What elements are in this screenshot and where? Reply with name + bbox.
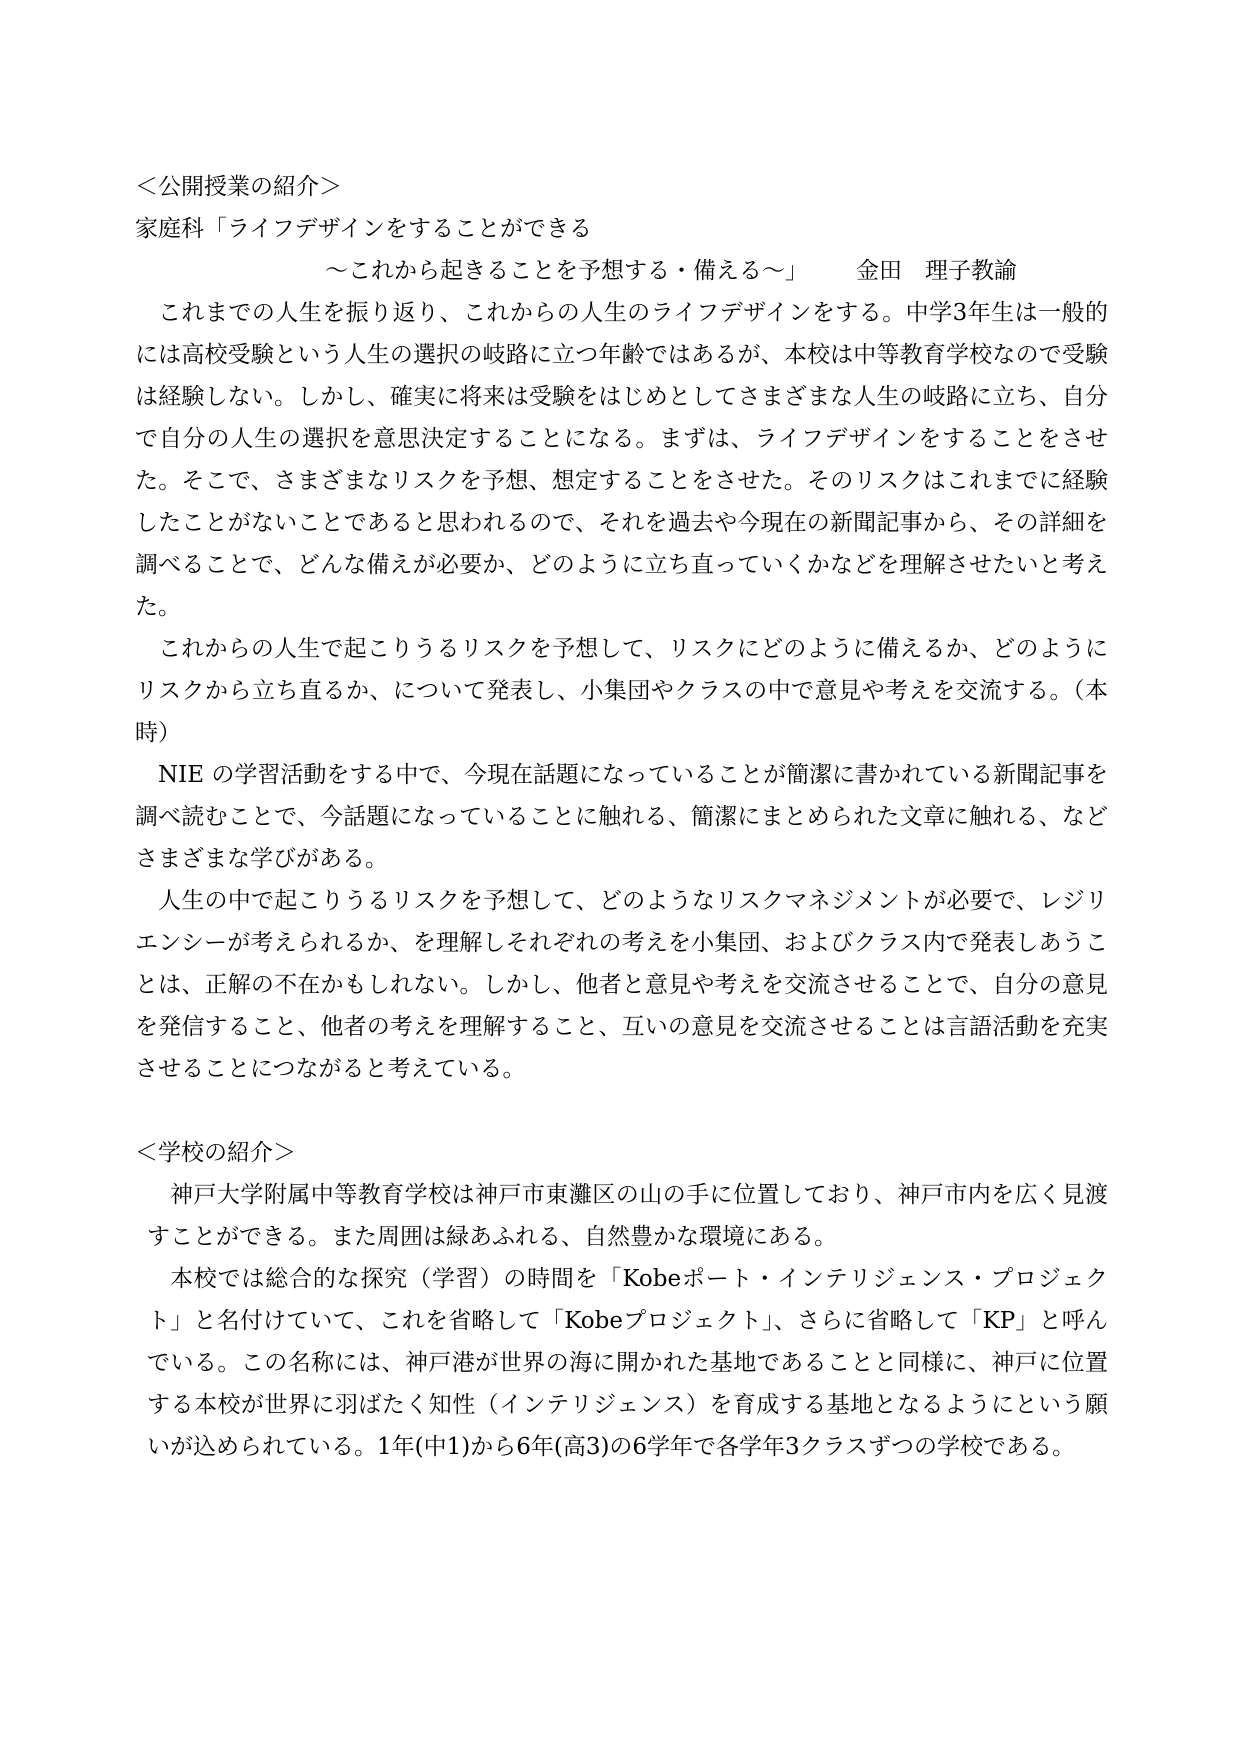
open-lesson-section: [135, 166, 1108, 1090]
body-paragraph: NIE の学習活動をする中で、今現在話題になっていることが簡潔に書かれている新聞記事を調べ読むことで、今話題になっていることに触れる、簡潔にまとめられた文章に触れる、などさまざまな学びがある。: [135, 762, 1108, 872]
body-paragraph: これからの人生で起こりうるリスクを予想して、リスクにどのように備えるか、どのようにリスクから立ち直るか、について発表し、小集団やクラスの中で意見や考えを交流する。（本時）: [135, 636, 1108, 746]
body-paragraph: これまでの人生を振り返り、これからの人生のライフデザインをする。中学3年生は一般的には高校受験という人生の選択の岐路に立つ年齢ではあるが、本校は中等教育学校なので受験は経験しない。しかし、確実に将来は受験をはじめとしてさまざまな人生の岐路に立ち、自分で自分の人生の選択を意思決定することになる。まずは、ライフデザインをすることをさせた。そこで、さまざまなリスクを予想、想定することをさせた。そのリスクはこれまでに経験したことがないことであると思われるので、それを過去や今現在の新聞記事から、その詳細を調べることで、どんな備えが必要か、どのように立ち直っていくかなどを理解させたいと考えた。: [135, 300, 1108, 620]
lesson-subtitle-line: [135, 250, 1108, 292]
body-paragraph: 人生の中で起こりうるリスクを予想して、どのようなリスクマネジメントが必要で、レジリエンシーが考えられるか、を理解しそれぞれの考えを小集団、およびクラス内で発表しあうことは、正解の不在かもしれない。しかし、他者と意見や考えを交流させることで、自分の意見を発信すること、他者の考えを理解すること、互いの意見を交流させることは言語活動を充実させることにつながると考えている。: [135, 888, 1108, 1082]
lesson-subtitle-text: ～これから起きることを予想する・備える～」: [325, 258, 808, 284]
school-intro-section: [135, 1132, 1108, 1468]
document-content: [135, 166, 1108, 1468]
open-lesson-heading: ＜公開授業の紹介＞: [135, 174, 342, 200]
teacher-name: 金田 理子教諭: [856, 258, 1017, 284]
lesson-subject-line: 家庭科「ライフデザインをすることができる: [135, 216, 593, 242]
body-paragraph: 本校では総合的な探究（学習）の時間を「Kobeポート・インテリジェンス・プロジェクト」と名付けていて、これを省略して「Kobeプロジェクト」、さらに省略して「KP」と呼んでいる。この名称には、神戸港が世界の海に開かれた基地であることと同様に、神戸に位置する本校が世界に羽ばたく知性（インテリジェンス）を育成する基地となるようにという願いが込められている。1年(中1)から6年(高3)の6学年で各学年3クラスずつの学校である。: [147, 1266, 1109, 1460]
body-paragraph: 神戸大学附属中等教育学校は神戸市東灘区の山の手に位置しており、神戸市内を広く見渡すことができる。また周囲は緑あふれる、自然豊かな環境にある。: [147, 1182, 1109, 1250]
school-intro-heading: ＜学校の紹介＞: [135, 1140, 296, 1166]
